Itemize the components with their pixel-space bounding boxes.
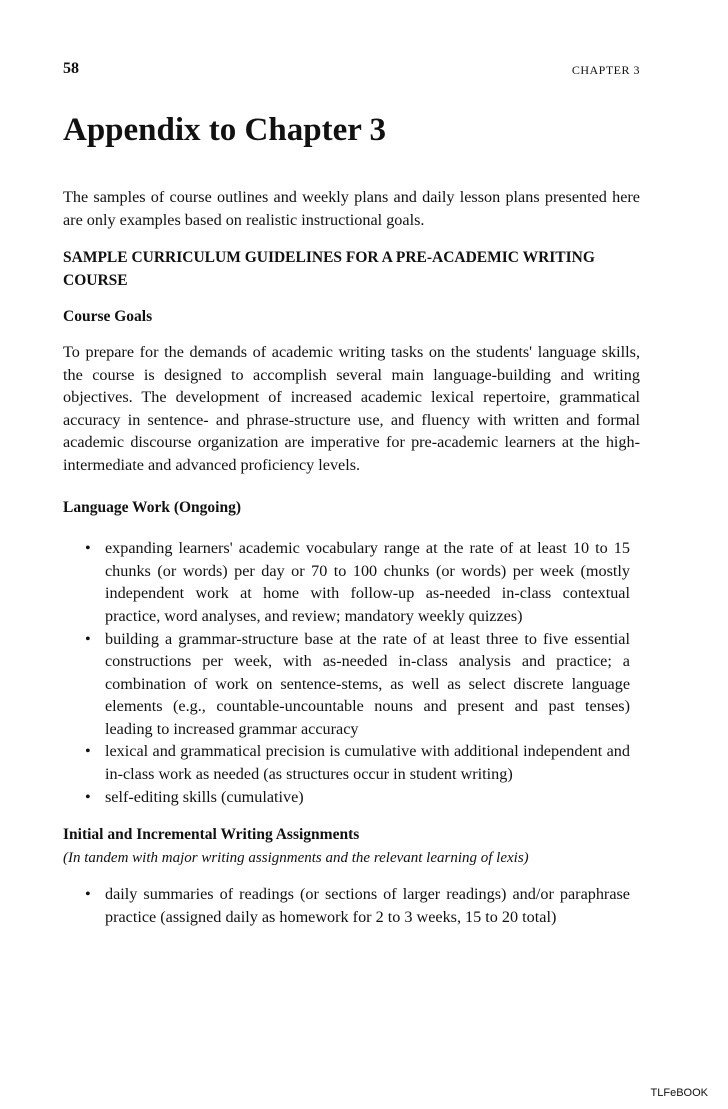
- bullet-icon: •: [85, 787, 91, 806]
- running-head: CHAPTER 3: [571, 63, 640, 77]
- list-item: [85, 628, 630, 741]
- watermark: TLFeBOOK: [650, 1087, 708, 1099]
- bullet-icon: •: [85, 742, 91, 761]
- bullet-icon: •: [85, 885, 91, 904]
- list-item-text: expanding learners' academic vocabulary range at the rate of at least 10 to 15 chunks (or words) per day or 70 to 100 chunks (or words) per week (mostly independent work at home with follow-up as-needed in-class contextual practice, word analyses, and review; mandatory weekly quizzes): [105, 539, 630, 625]
- course-goals-paragraph: To prepare for the demands of academic writing tasks on the students' language skills, the course is designed to accomplish several main language-building and writing objectives. The development of increased academic lexical repertoire, grammatical accuracy in sentence- and phrase-structure use, and fluency with written and formal academic discourse organization are imperative for pre-academic learners at the high-intermediate and advanced proficiency levels.: [63, 342, 640, 474]
- page-number: 58: [63, 60, 79, 77]
- language-work-list: [63, 537, 640, 808]
- list-item-text: daily summaries of readings (or sections of larger readings) and/or paraphrase practice (assigned daily as homework for 2 to 3 weeks, 15 to 20 total): [105, 885, 630, 927]
- list-item: [85, 786, 630, 809]
- course-goals-heading: Course Goals: [63, 308, 153, 326]
- assignments-subheading: (In tandem with major writing assignments and the relevant learning of lexis): [63, 849, 529, 866]
- bullet-icon: •: [85, 629, 91, 648]
- intro-paragraph: The samples of course outlines and weekly plans and daily lesson plans presented here are only examples based on realistic instructional goals.: [63, 188, 640, 229]
- body-content: [63, 186, 640, 945]
- assignments-list: [63, 883, 640, 928]
- list-item: [85, 537, 630, 627]
- page-title: Appendix to Chapter 3: [63, 112, 387, 148]
- list-item-text: self-editing skills (cumulative): [105, 787, 304, 806]
- assignments-heading: Initial and Incremental Writing Assignments: [63, 826, 360, 844]
- list-item-text: building a grammar-structure base at the rate of at least three to five essential constructions per week, with as-needed in-class analysis and practice; a combination of work on sentence-stems, as well as select discrete language elements (e.g., countable-uncountable nouns and present and past tenses) leading to increased grammar accuracy: [105, 629, 630, 738]
- list-item: [85, 883, 630, 928]
- list-item-text: lexical and grammatical precision is cumulative with additional independent and in-class work as needed (as structures occur in student writing): [105, 742, 630, 784]
- section-heading: SAMPLE CURRICULUM GUIDELINES FOR A PRE-ACADEMIC WRITING COURSE: [63, 249, 595, 289]
- language-work-heading: Language Work (Ongoing): [63, 498, 242, 516]
- bullet-icon: •: [85, 539, 91, 558]
- list-item: [85, 740, 630, 785]
